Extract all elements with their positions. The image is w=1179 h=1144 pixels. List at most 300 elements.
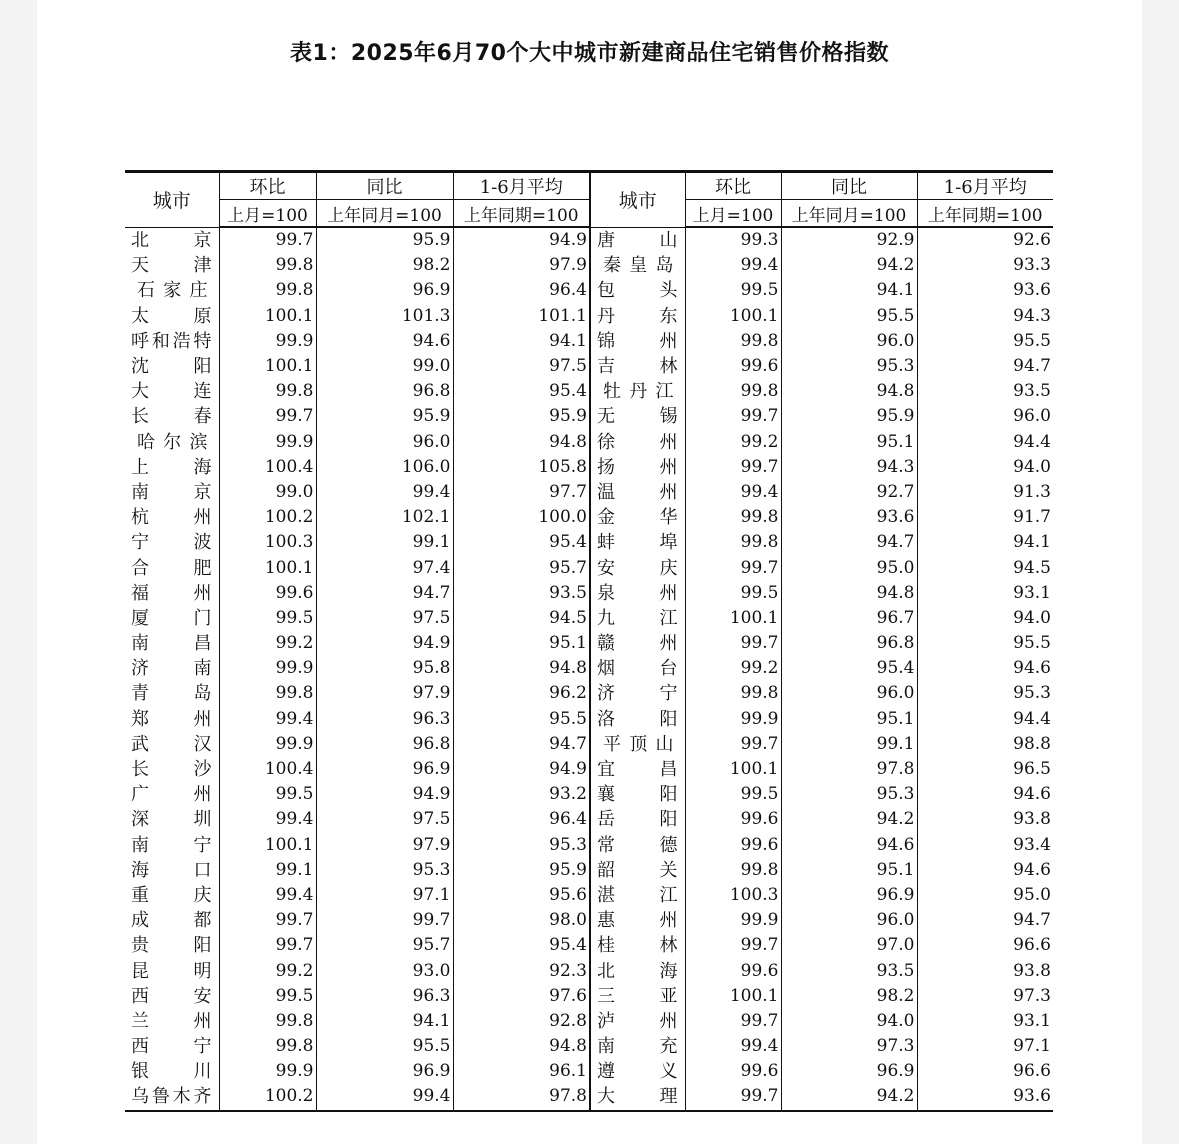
city-name — [597, 404, 678, 429]
city-char: 长 — [131, 406, 149, 428]
city-char: 秦 — [603, 255, 621, 277]
yoy-cell: 95.8 — [316, 656, 453, 681]
avg-cell: 93.6 — [917, 1084, 1053, 1110]
avg-cell: 95.9 — [453, 404, 590, 429]
mom-cell: 99.9 — [219, 732, 316, 757]
city-char: 州 — [659, 481, 678, 503]
city-name — [597, 430, 678, 455]
yoy-cell: 94.3 — [781, 455, 917, 480]
city-cell — [125, 656, 219, 681]
yoy-cell: 94.2 — [781, 807, 917, 832]
yoy-cell: 93.5 — [781, 958, 917, 983]
avg-cell: 94.7 — [917, 908, 1053, 933]
city-cell — [590, 807, 685, 832]
table-row — [125, 253, 1053, 278]
mom-cell: 99.6 — [685, 958, 781, 983]
page-title: 表1：2025年6月70个大中城市新建商品住宅销售价格指数 — [290, 41, 889, 66]
city-name — [131, 782, 212, 807]
city-char: 宜 — [597, 759, 615, 781]
yoy-cell: 99.0 — [316, 354, 453, 379]
yoy-cell: 96.0 — [781, 329, 917, 354]
avg-cell: 98.0 — [453, 908, 590, 933]
city-cell — [590, 379, 685, 404]
mom-cell: 99.4 — [685, 480, 781, 505]
city-name — [131, 430, 212, 455]
city-cell — [125, 1034, 219, 1059]
avg-cell: 93.1 — [917, 581, 1053, 606]
yoy-cell: 96.7 — [781, 606, 917, 631]
city-char: 深 — [131, 809, 149, 831]
mom-cell: 99.8 — [685, 329, 781, 354]
mom-cell: 99.9 — [219, 1059, 316, 1084]
yoy-cell: 95.5 — [316, 1034, 453, 1059]
city-cell — [590, 430, 685, 455]
document-page — [37, 0, 1142, 1144]
header-avg-base: 上年同期=100 — [453, 200, 590, 228]
avg-cell: 93.3 — [917, 253, 1053, 278]
avg-cell: 95.0 — [917, 883, 1053, 908]
yoy-cell: 95.9 — [781, 404, 917, 429]
city-cell — [590, 707, 685, 732]
yoy-cell: 95.7 — [316, 933, 453, 958]
city-char: 肥 — [193, 557, 212, 579]
yoy-cell: 98.2 — [781, 984, 917, 1009]
city-char: 包 — [597, 280, 615, 302]
city-char: 海 — [131, 859, 149, 881]
city-name — [131, 807, 212, 832]
table-row — [125, 1084, 1053, 1110]
table-row — [125, 858, 1053, 883]
city-name — [597, 329, 678, 354]
avg-cell: 94.6 — [917, 858, 1053, 883]
avg-cell: 96.6 — [917, 1059, 1053, 1084]
city-char: 韶 — [597, 859, 615, 881]
city-name — [597, 681, 678, 706]
yoy-cell: 95.9 — [316, 404, 453, 429]
yoy-cell: 101.3 — [316, 304, 453, 329]
yoy-cell: 96.9 — [316, 1059, 453, 1084]
table-row — [125, 1009, 1053, 1034]
yoy-cell: 99.4 — [316, 480, 453, 505]
city-char: 州 — [659, 910, 678, 932]
city-name — [597, 530, 678, 555]
yoy-cell: 99.1 — [316, 530, 453, 555]
city-char: 成 — [131, 910, 149, 932]
city-char: 泉 — [597, 582, 615, 604]
city-name — [597, 883, 678, 908]
city-name — [131, 707, 212, 732]
city-char: 合 — [131, 557, 149, 579]
city-char: 郑 — [131, 708, 149, 730]
header-mom-base: 上月=100 — [219, 200, 316, 228]
avg-cell: 95.6 — [453, 883, 590, 908]
mom-cell: 99.9 — [219, 656, 316, 681]
mom-cell: 99.6 — [685, 354, 781, 379]
city-name — [597, 1009, 678, 1034]
city-char: 齐 — [193, 1086, 212, 1108]
city-char: 津 — [193, 255, 212, 277]
table-row — [125, 430, 1053, 455]
avg-cell: 93.8 — [917, 958, 1053, 983]
city-char: 充 — [659, 1036, 678, 1058]
avg-cell: 93.2 — [453, 782, 590, 807]
city-name — [597, 631, 678, 656]
city-char: 连 — [193, 381, 212, 403]
table-row — [125, 1059, 1053, 1084]
city-char: 江 — [659, 884, 678, 906]
table-row — [125, 707, 1053, 732]
city-name — [597, 304, 678, 329]
city-char: 石 — [137, 280, 155, 302]
city-char: 埠 — [659, 532, 678, 554]
yoy-cell: 96.0 — [781, 681, 917, 706]
mom-cell: 99.2 — [685, 656, 781, 681]
avg-cell: 94.4 — [917, 430, 1053, 455]
avg-cell: 93.4 — [917, 833, 1053, 858]
city-char: 常 — [597, 834, 615, 856]
city-char: 牡 — [603, 381, 621, 403]
city-char: 阳 — [659, 708, 678, 730]
mom-cell: 99.4 — [685, 253, 781, 278]
city-char: 宁 — [659, 683, 678, 705]
avg-cell: 92.6 — [917, 227, 1053, 253]
city-char: 太 — [131, 305, 149, 327]
yoy-cell: 93.6 — [781, 505, 917, 530]
city-name — [597, 984, 678, 1009]
table-row — [125, 379, 1053, 404]
city-cell — [125, 631, 219, 656]
mom-cell: 99.6 — [685, 1059, 781, 1084]
yoy-cell: 95.1 — [781, 707, 917, 732]
avg-cell: 95.5 — [453, 707, 590, 732]
city-char: 州 — [659, 456, 678, 478]
avg-cell: 94.4 — [917, 707, 1053, 732]
city-name — [131, 984, 212, 1009]
city-char: 皇 — [629, 255, 648, 277]
yoy-cell: 94.9 — [316, 631, 453, 656]
avg-cell: 94.3 — [917, 304, 1053, 329]
mom-cell: 100.3 — [685, 883, 781, 908]
city-cell — [125, 455, 219, 480]
yoy-cell: 96.8 — [781, 631, 917, 656]
city-char: 滨 — [189, 431, 208, 453]
city-name — [131, 354, 212, 379]
city-char: 关 — [659, 859, 678, 881]
city-char: 州 — [193, 1010, 212, 1032]
avg-cell: 96.6 — [917, 933, 1053, 958]
city-char: 长 — [131, 759, 149, 781]
city-name — [597, 278, 678, 303]
city-name — [597, 908, 678, 933]
city-char: 福 — [131, 582, 149, 604]
table-row — [125, 304, 1053, 329]
city-cell — [125, 782, 219, 807]
city-name — [597, 480, 678, 505]
city-cell — [590, 656, 685, 681]
avg-cell: 94.6 — [917, 656, 1053, 681]
city-name — [131, 404, 212, 429]
avg-cell: 94.5 — [917, 555, 1053, 580]
city-char: 桂 — [597, 935, 615, 957]
city-char: 浩 — [172, 330, 191, 352]
price-index-table — [125, 170, 1053, 1112]
header-avg: 1-6月平均 — [453, 172, 590, 200]
city-char: 赣 — [597, 633, 615, 655]
city-name — [597, 379, 678, 404]
yoy-cell: 95.3 — [316, 858, 453, 883]
table-row — [125, 782, 1053, 807]
city-char: 南 — [193, 658, 212, 680]
city-char: 洛 — [597, 708, 615, 730]
city-cell — [125, 530, 219, 555]
avg-cell: 95.4 — [453, 933, 590, 958]
city-cell — [590, 757, 685, 782]
mom-cell: 99.8 — [685, 505, 781, 530]
city-cell — [590, 732, 685, 757]
city-char: 昌 — [193, 633, 212, 655]
city-name — [131, 379, 212, 404]
city-name — [131, 883, 212, 908]
city-char: 平 — [603, 733, 621, 755]
table-row — [125, 656, 1053, 681]
city-char: 岛 — [193, 683, 212, 705]
city-char: 特 — [193, 330, 212, 352]
city-name — [131, 505, 212, 530]
city-name — [131, 329, 212, 354]
city-char: 丹 — [597, 305, 615, 327]
city-char: 州 — [659, 633, 678, 655]
table-row — [125, 833, 1053, 858]
avg-cell: 94.9 — [453, 757, 590, 782]
city-char: 海 — [659, 960, 678, 982]
city-name — [131, 1084, 212, 1109]
city-char: 锡 — [659, 406, 678, 428]
mom-cell: 100.1 — [219, 304, 316, 329]
city-name — [131, 304, 212, 329]
avg-cell: 96.5 — [917, 757, 1053, 782]
yoy-cell: 97.8 — [781, 757, 917, 782]
city-char: 林 — [659, 935, 678, 957]
table-row — [125, 555, 1053, 580]
header-yoy: 同比 — [316, 172, 453, 200]
city-char: 州 — [193, 708, 212, 730]
mom-cell: 99.7 — [685, 1084, 781, 1110]
city-cell — [125, 505, 219, 530]
table-row — [125, 606, 1053, 631]
city-name — [131, 656, 212, 681]
city-name — [131, 908, 212, 933]
mom-cell: 99.7 — [219, 404, 316, 429]
mom-cell: 99.3 — [685, 227, 781, 253]
avg-cell: 93.8 — [917, 807, 1053, 832]
yoy-cell: 94.7 — [316, 581, 453, 606]
yoy-cell: 94.8 — [781, 581, 917, 606]
table-row — [125, 757, 1053, 782]
mom-cell: 99.2 — [219, 631, 316, 656]
avg-cell: 97.3 — [917, 984, 1053, 1009]
mom-cell: 99.9 — [685, 908, 781, 933]
yoy-cell: 96.3 — [316, 707, 453, 732]
city-char: 京 — [193, 229, 212, 251]
city-char: 门 — [193, 607, 212, 629]
city-cell — [125, 883, 219, 908]
city-char: 银 — [131, 1061, 149, 1083]
mom-cell: 100.3 — [219, 530, 316, 555]
mom-cell: 99.8 — [219, 253, 316, 278]
city-name — [597, 807, 678, 832]
city-char: 安 — [193, 985, 212, 1007]
mom-cell: 99.8 — [685, 681, 781, 706]
city-char: 厦 — [131, 607, 149, 629]
avg-cell: 94.5 — [453, 606, 590, 631]
table-row — [125, 480, 1053, 505]
city-cell — [590, 1034, 685, 1059]
city-char: 上 — [131, 456, 149, 478]
header-row-1 — [125, 172, 1053, 200]
header-row-2 — [125, 200, 1053, 228]
avg-cell: 95.7 — [453, 555, 590, 580]
city-char: 锦 — [597, 330, 615, 352]
avg-cell: 94.8 — [453, 430, 590, 455]
city-char: 沙 — [193, 759, 212, 781]
city-cell — [125, 681, 219, 706]
table-row — [125, 681, 1053, 706]
city-cell — [125, 984, 219, 1009]
yoy-cell: 95.1 — [781, 858, 917, 883]
avg-cell: 93.5 — [917, 379, 1053, 404]
mom-cell: 99.5 — [685, 278, 781, 303]
city-cell — [590, 354, 685, 379]
city-char: 京 — [193, 481, 212, 503]
avg-cell: 95.3 — [917, 681, 1053, 706]
city-char: 华 — [659, 507, 678, 529]
avg-cell: 96.2 — [453, 681, 590, 706]
city-char: 和 — [151, 330, 170, 352]
mom-cell: 99.6 — [685, 833, 781, 858]
header-yoy: 同比 — [781, 172, 917, 200]
city-char: 贵 — [131, 935, 149, 957]
city-name — [597, 959, 678, 984]
yoy-cell: 97.1 — [316, 883, 453, 908]
header-city: 城市 — [125, 172, 219, 228]
city-char: 北 — [131, 229, 149, 251]
city-cell — [590, 505, 685, 530]
header-yoy-base: 上年同月=100 — [781, 200, 917, 228]
mom-cell: 99.0 — [219, 480, 316, 505]
city-char: 顶 — [629, 733, 648, 755]
city-char: 春 — [193, 406, 212, 428]
avg-cell: 97.1 — [917, 1034, 1053, 1059]
city-cell — [590, 1009, 685, 1034]
table-row — [125, 1034, 1053, 1059]
avg-cell: 95.3 — [453, 833, 590, 858]
yoy-cell: 97.5 — [316, 606, 453, 631]
city-name — [597, 757, 678, 782]
mom-cell: 100.1 — [219, 833, 316, 858]
city-char: 口 — [193, 859, 212, 881]
mom-cell: 100.2 — [219, 1084, 316, 1110]
mom-cell: 99.9 — [219, 329, 316, 354]
table-row — [125, 807, 1053, 832]
table-row — [125, 505, 1053, 530]
city-char: 丹 — [629, 381, 648, 403]
yoy-cell: 96.3 — [316, 984, 453, 1009]
avg-cell: 97.9 — [453, 253, 590, 278]
yoy-cell: 96.9 — [316, 278, 453, 303]
mom-cell: 99.4 — [685, 1034, 781, 1059]
city-char: 庄 — [189, 280, 208, 302]
avg-cell: 96.1 — [453, 1059, 590, 1084]
city-char: 泸 — [597, 1010, 615, 1032]
table-body — [125, 227, 1053, 1111]
city-name — [131, 959, 212, 984]
header-yoy-base: 上年同月=100 — [316, 200, 453, 228]
city-char: 蚌 — [597, 532, 615, 554]
header-mom: 环比 — [219, 172, 316, 200]
yoy-cell: 96.9 — [316, 757, 453, 782]
city-cell — [125, 858, 219, 883]
yoy-cell: 92.7 — [781, 480, 917, 505]
city-char: 山 — [655, 733, 674, 755]
table-row — [125, 455, 1053, 480]
city-name — [597, 505, 678, 530]
avg-cell: 97.7 — [453, 480, 590, 505]
yoy-cell: 98.2 — [316, 253, 453, 278]
city-name — [131, 833, 212, 858]
city-char: 鲁 — [151, 1086, 170, 1108]
header-avg: 1-6月平均 — [917, 172, 1053, 200]
city-cell — [125, 354, 219, 379]
city-char: 州 — [659, 330, 678, 352]
mom-cell: 99.4 — [219, 883, 316, 908]
mom-cell: 99.5 — [685, 581, 781, 606]
yoy-cell: 94.8 — [781, 379, 917, 404]
avg-cell: 96.0 — [917, 404, 1053, 429]
city-name — [597, 1059, 678, 1084]
table-row — [125, 354, 1053, 379]
mom-cell: 100.2 — [219, 505, 316, 530]
table-row — [125, 958, 1053, 983]
city-char: 州 — [193, 507, 212, 529]
city-char: 岛 — [655, 255, 674, 277]
city-cell — [125, 304, 219, 329]
city-char: 昆 — [131, 960, 149, 982]
yoy-cell: 94.6 — [316, 329, 453, 354]
city-char: 温 — [597, 481, 615, 503]
city-char: 庆 — [659, 557, 678, 579]
table-row — [125, 404, 1053, 429]
city-name — [597, 1034, 678, 1059]
city-name — [597, 732, 678, 757]
mom-cell: 99.7 — [219, 227, 316, 253]
mom-cell: 99.8 — [685, 530, 781, 555]
city-name — [131, 858, 212, 883]
mom-cell: 99.7 — [685, 631, 781, 656]
avg-cell: 95.4 — [453, 530, 590, 555]
city-char: 南 — [131, 834, 149, 856]
avg-cell: 100.0 — [453, 505, 590, 530]
city-char: 青 — [131, 683, 149, 705]
yoy-cell: 99.1 — [781, 732, 917, 757]
city-cell — [125, 278, 219, 303]
city-cell — [590, 530, 685, 555]
avg-cell: 93.6 — [917, 278, 1053, 303]
city-char: 襄 — [597, 784, 615, 806]
city-char: 遵 — [597, 1061, 615, 1083]
avg-cell: 94.7 — [453, 732, 590, 757]
city-char: 吉 — [597, 356, 615, 378]
mom-cell: 99.8 — [219, 1034, 316, 1059]
